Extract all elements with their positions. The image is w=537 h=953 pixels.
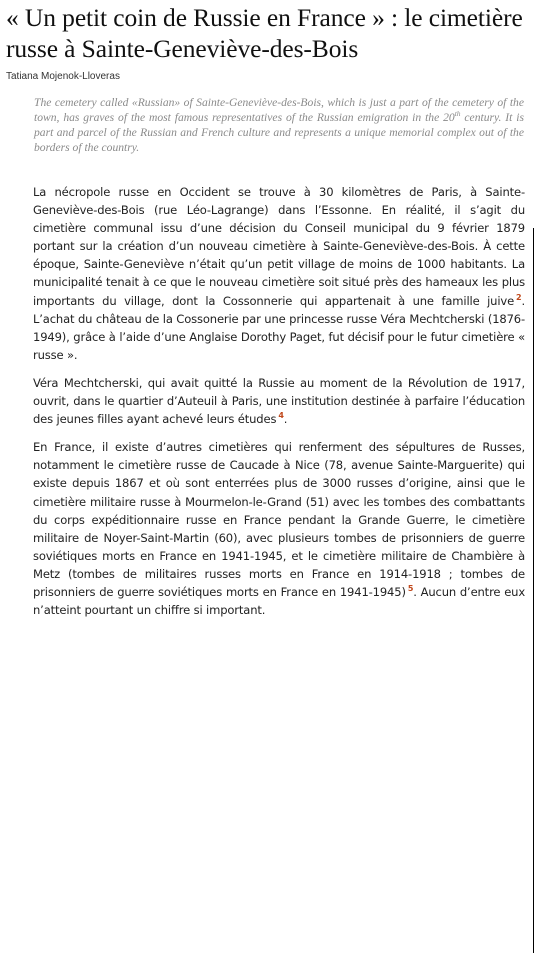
article-author[interactable]: Tatiana Mojenok-Lloveras — [6, 71, 120, 82]
paragraph-text: . L’achat du château de la Cossonerie par une princesse russe Véra Mechtcherski (1876-1949), grâce à l’aide d’une Anglaise Dorothy Paget, fut décisif pour le futur cimetière « russe ». — [33, 293, 525, 362]
abstract-superscript: th — [454, 109, 461, 119]
paragraph-text: La nécropole russe en Occident se trouve à 30 kilomètres de Paris, à Sainte-Geneviève-des-Bois (rue Léo-Lagrange) dans l’Essonne. En réalité, il s’agit du cimetière communal issu d’une décision du Conseil municipal du 9 février 1879 portant sur la création d’un nouveau cimetière à Sainte-Geneviève-des-Bois. À cette époque, Sainte-Geneviève n’était qu’un petit village de moins de 1000 habitants. La municipalité tenait à ce que le nouveau cimetière soit situé près des hameaux les plus importants du village, dont la Cossonnerie qui appartenait à une famille juive — [33, 185, 525, 308]
paragraph-text: Véra Mechtcherski, qui avait quitté la Russie au moment de la Révolution de 1917, ouvrit, dans le quartier d’Auteuil à Paris, une institution destinée à parfaire l’éducation des jeunes filles ayant achevé leurs études — [33, 375, 525, 427]
footnote-link-3[interactable]: 4 — [278, 411, 284, 421]
body-paragraph-3 — [33, 438, 525, 619]
paragraph-text: En France, il existe d’autres cimetières qui renferment des sépultures de Russes, notamment le cimetière russe de Caucade à Nice (78, avenue Sainte-Marguerite) qui existe depuis 1867 et où sont enterrées plus de 3000 russes d’origine, ainsi que le cimetière militaire russe à Mourmelon-le-Grand (51) avec les tombes des combattants du corps expéditionnaire russe en France pendant la Grande Guerre, le cimetière militaire de Noyer-Saint-Martin (60), avec plusieurs tombes de prisonniers de guerre soviétiques morts en France en 1941-1945, et le cimetière militaire de Chambière à Metz (tombes de militaires russes morts en France en 1914-1918 ; tombes de prisonniers de guerre soviétiques morts en France en 1941-1945) — [33, 440, 525, 599]
article-title: « Un petit coin de Russie en France » : le cimetière russe à Sainte-Geneviève-des-Bois — [6, 3, 523, 63]
body-paragraph-1 — [33, 183, 525, 364]
body-paragraph-2 — [33, 374, 525, 428]
footnote-link-5[interactable]: 5 — [407, 584, 414, 594]
article-body — [33, 183, 525, 629]
article-abstract — [34, 95, 524, 155]
footnote-link-2[interactable]: 2 — [516, 292, 522, 302]
abstract-text-end: century. It is part and parcel of the Russian and French culture and represents a unique memorial complex out of the borders of the country. — [34, 111, 524, 154]
vertical-divider — [533, 228, 534, 953]
paragraph-text: . Aucun d’entre eux n’atteint pourtant un chiffre si important. — [33, 584, 525, 618]
paragraph-text: . — [283, 412, 288, 427]
abstract-text-start: The cemetery called «Russian» of Sainte-Geneviève-des-Bois, which is just a part of the cemetery of the town, has graves of the most famous representatives of the Russian emigration in the 20 — [34, 96, 524, 124]
